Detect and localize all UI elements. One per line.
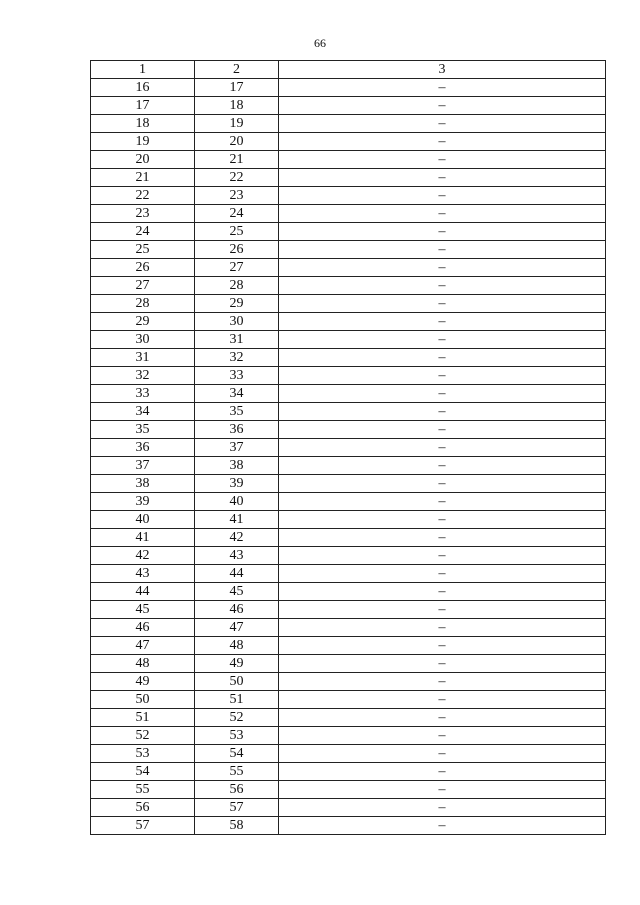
table-row bbox=[91, 223, 606, 241]
table-cell-col-2: 43 bbox=[195, 547, 279, 565]
table-cell-col-3: – bbox=[279, 799, 606, 817]
table-cell-col-1: 34 bbox=[91, 403, 195, 421]
table-cell-col-1: 57 bbox=[91, 817, 195, 835]
table-row bbox=[91, 475, 606, 493]
table-cell-col-1: 46 bbox=[91, 619, 195, 637]
table-row bbox=[91, 763, 606, 781]
table-cell-col-2: 50 bbox=[195, 673, 279, 691]
table-cell-col-1: 27 bbox=[91, 277, 195, 295]
table-cell-col-3: – bbox=[279, 511, 606, 529]
table-cell-col-1: 31 bbox=[91, 349, 195, 367]
table-row bbox=[91, 205, 606, 223]
table-row bbox=[91, 709, 606, 727]
table-cell-col-1: 54 bbox=[91, 763, 195, 781]
table-cell-col-3: – bbox=[279, 313, 606, 331]
table-cell-col-3: – bbox=[279, 457, 606, 475]
table-cell-col-2: 46 bbox=[195, 601, 279, 619]
table-cell-col-3: – bbox=[279, 439, 606, 457]
table-cell-col-3: – bbox=[279, 187, 606, 205]
table-cell-col-2: 35 bbox=[195, 403, 279, 421]
table-cell-col-1: 32 bbox=[91, 367, 195, 385]
table-cell-col-1: 19 bbox=[91, 133, 195, 151]
table-row bbox=[91, 403, 606, 421]
table-cell-col-1: 29 bbox=[91, 313, 195, 331]
table-cell-col-3: – bbox=[279, 727, 606, 745]
table-row bbox=[91, 295, 606, 313]
table-row bbox=[91, 565, 606, 583]
table-cell-col-3: – bbox=[279, 115, 606, 133]
table-cell-col-3: – bbox=[279, 529, 606, 547]
table-cell-col-2: 42 bbox=[195, 529, 279, 547]
table-cell-col-3: – bbox=[279, 259, 606, 277]
table-row bbox=[91, 817, 606, 835]
table-cell-col-1: 35 bbox=[91, 421, 195, 439]
table-cell-col-1: 17 bbox=[91, 97, 195, 115]
table-cell-col-2: 19 bbox=[195, 115, 279, 133]
table-cell-col-2: 21 bbox=[195, 151, 279, 169]
table-cell-col-3: – bbox=[279, 151, 606, 169]
table-cell-col-1: 37 bbox=[91, 457, 195, 475]
table-cell-col-3: – bbox=[279, 601, 606, 619]
table-cell-col-2: 47 bbox=[195, 619, 279, 637]
table-cell-col-1: 23 bbox=[91, 205, 195, 223]
table-cell-col-2: 39 bbox=[195, 475, 279, 493]
table-cell-col-1: 50 bbox=[91, 691, 195, 709]
table-cell-col-3: – bbox=[279, 241, 606, 259]
table-cell-col-2: 20 bbox=[195, 133, 279, 151]
table-cell-col-3: – bbox=[279, 781, 606, 799]
table-row bbox=[91, 637, 606, 655]
table-cell-col-1: 51 bbox=[91, 709, 195, 727]
table-cell-col-2: 53 bbox=[195, 727, 279, 745]
table-cell-col-1: 26 bbox=[91, 259, 195, 277]
table-row bbox=[91, 601, 606, 619]
table-cell-col-2: 44 bbox=[195, 565, 279, 583]
table-cell-col-2: 58 bbox=[195, 817, 279, 835]
table-cell-col-1: 25 bbox=[91, 241, 195, 259]
table-cell-col-2: 56 bbox=[195, 781, 279, 799]
page-number: 66 bbox=[314, 36, 326, 50]
table-row bbox=[91, 439, 606, 457]
table-cell-col-3: – bbox=[279, 223, 606, 241]
table-cell-col-2: 26 bbox=[195, 241, 279, 259]
table-row bbox=[91, 727, 606, 745]
table-cell-col-1: 33 bbox=[91, 385, 195, 403]
table-row bbox=[91, 367, 606, 385]
table-row bbox=[91, 799, 606, 817]
table-cell-col-3: – bbox=[279, 97, 606, 115]
table-cell-col-3: – bbox=[279, 709, 606, 727]
table-cell-col-2: 24 bbox=[195, 205, 279, 223]
table-cell-col-1: 38 bbox=[91, 475, 195, 493]
table-cell-col-3: – bbox=[279, 295, 606, 313]
table-cell-col-1: 43 bbox=[91, 565, 195, 583]
table-cell-col-2: 51 bbox=[195, 691, 279, 709]
table-row bbox=[91, 493, 606, 511]
table-row bbox=[91, 187, 606, 205]
column-header-2: 2 bbox=[195, 61, 279, 79]
table-cell-col-3: – bbox=[279, 205, 606, 223]
table-cell-col-2: 29 bbox=[195, 295, 279, 313]
table-cell-col-3: – bbox=[279, 367, 606, 385]
table-cell-col-1: 24 bbox=[91, 223, 195, 241]
table-cell-col-1: 47 bbox=[91, 637, 195, 655]
table-cell-col-2: 27 bbox=[195, 259, 279, 277]
table-cell-col-1: 40 bbox=[91, 511, 195, 529]
table-cell-col-3: – bbox=[279, 493, 606, 511]
table-cell-col-3: – bbox=[279, 583, 606, 601]
table-cell-col-3: – bbox=[279, 673, 606, 691]
table-cell-col-2: 49 bbox=[195, 655, 279, 673]
table-row bbox=[91, 241, 606, 259]
table-row bbox=[91, 313, 606, 331]
table-row bbox=[91, 259, 606, 277]
table-row bbox=[91, 745, 606, 763]
table-cell-col-1: 21 bbox=[91, 169, 195, 187]
table-row bbox=[91, 691, 606, 709]
table-row bbox=[91, 349, 606, 367]
table-row bbox=[91, 655, 606, 673]
table-cell-col-3: – bbox=[279, 133, 606, 151]
table-cell-col-2: 25 bbox=[195, 223, 279, 241]
table-cell-col-3: – bbox=[279, 349, 606, 367]
table-cell-col-1: 48 bbox=[91, 655, 195, 673]
table-cell-col-1: 44 bbox=[91, 583, 195, 601]
table-body bbox=[91, 79, 606, 835]
table-cell-col-2: 36 bbox=[195, 421, 279, 439]
table-cell-col-1: 45 bbox=[91, 601, 195, 619]
table-row bbox=[91, 421, 606, 439]
table-row bbox=[91, 457, 606, 475]
table-cell-col-3: – bbox=[279, 619, 606, 637]
table-cell-col-3: – bbox=[279, 277, 606, 295]
table-cell-col-3: – bbox=[279, 655, 606, 673]
table-cell-col-2: 34 bbox=[195, 385, 279, 403]
table-cell-col-2: 41 bbox=[195, 511, 279, 529]
table-row bbox=[91, 673, 606, 691]
table-cell-col-3: – bbox=[279, 565, 606, 583]
table-row bbox=[91, 115, 606, 133]
column-header-3: 3 bbox=[279, 61, 606, 79]
table-cell-col-3: – bbox=[279, 763, 606, 781]
table-cell-col-2: 52 bbox=[195, 709, 279, 727]
table-cell-col-2: 33 bbox=[195, 367, 279, 385]
table-cell-col-3: – bbox=[279, 691, 606, 709]
column-header-1: 1 bbox=[91, 61, 195, 79]
table-cell-col-3: – bbox=[279, 745, 606, 763]
table-row bbox=[91, 151, 606, 169]
table-cell-col-2: 17 bbox=[195, 79, 279, 97]
table-row bbox=[91, 529, 606, 547]
table-cell-col-2: 32 bbox=[195, 349, 279, 367]
table-cell-col-1: 22 bbox=[91, 187, 195, 205]
table-row bbox=[91, 547, 606, 565]
table-cell-col-2: 40 bbox=[195, 493, 279, 511]
table-row bbox=[91, 79, 606, 97]
table-cell-col-3: – bbox=[279, 385, 606, 403]
table-cell-col-2: 48 bbox=[195, 637, 279, 655]
table-cell-col-3: – bbox=[279, 331, 606, 349]
table-row bbox=[91, 277, 606, 295]
table-cell-col-1: 52 bbox=[91, 727, 195, 745]
table-cell-col-2: 30 bbox=[195, 313, 279, 331]
table-cell-col-2: 55 bbox=[195, 763, 279, 781]
table-row bbox=[91, 97, 606, 115]
table-row bbox=[91, 619, 606, 637]
table-row bbox=[91, 331, 606, 349]
table-cell-col-1: 55 bbox=[91, 781, 195, 799]
data-table bbox=[90, 60, 606, 835]
table-cell-col-1: 16 bbox=[91, 79, 195, 97]
table-cell-col-1: 18 bbox=[91, 115, 195, 133]
table-cell-col-2: 45 bbox=[195, 583, 279, 601]
table-cell-col-2: 18 bbox=[195, 97, 279, 115]
table-cell-col-1: 39 bbox=[91, 493, 195, 511]
table-cell-col-3: – bbox=[279, 475, 606, 493]
table-cell-col-3: – bbox=[279, 817, 606, 835]
table-cell-col-1: 42 bbox=[91, 547, 195, 565]
table-cell-col-3: – bbox=[279, 421, 606, 439]
table-cell-col-2: 28 bbox=[195, 277, 279, 295]
table-cell-col-1: 30 bbox=[91, 331, 195, 349]
table-cell-col-2: 31 bbox=[195, 331, 279, 349]
table-row bbox=[91, 385, 606, 403]
table-cell-col-1: 36 bbox=[91, 439, 195, 457]
table-cell-col-3: – bbox=[279, 79, 606, 97]
table-cell-col-2: 38 bbox=[195, 457, 279, 475]
table-cell-col-1: 41 bbox=[91, 529, 195, 547]
table-cell-col-1: 53 bbox=[91, 745, 195, 763]
table-cell-col-3: – bbox=[279, 403, 606, 421]
table-row bbox=[91, 583, 606, 601]
table-cell-col-2: 57 bbox=[195, 799, 279, 817]
table-cell-col-3: – bbox=[279, 547, 606, 565]
table-cell-col-1: 28 bbox=[91, 295, 195, 313]
table-cell-col-3: – bbox=[279, 169, 606, 187]
table-cell-col-1: 20 bbox=[91, 151, 195, 169]
table-row bbox=[91, 781, 606, 799]
table-cell-col-3: – bbox=[279, 637, 606, 655]
table-row bbox=[91, 133, 606, 151]
table-cell-col-2: 23 bbox=[195, 187, 279, 205]
table-cell-col-2: 54 bbox=[195, 745, 279, 763]
table-cell-col-1: 56 bbox=[91, 799, 195, 817]
table-row bbox=[91, 169, 606, 187]
table-row bbox=[91, 511, 606, 529]
table-cell-col-2: 22 bbox=[195, 169, 279, 187]
table-cell-col-1: 49 bbox=[91, 673, 195, 691]
table-cell-col-2: 37 bbox=[195, 439, 279, 457]
table-header-row bbox=[91, 61, 606, 79]
